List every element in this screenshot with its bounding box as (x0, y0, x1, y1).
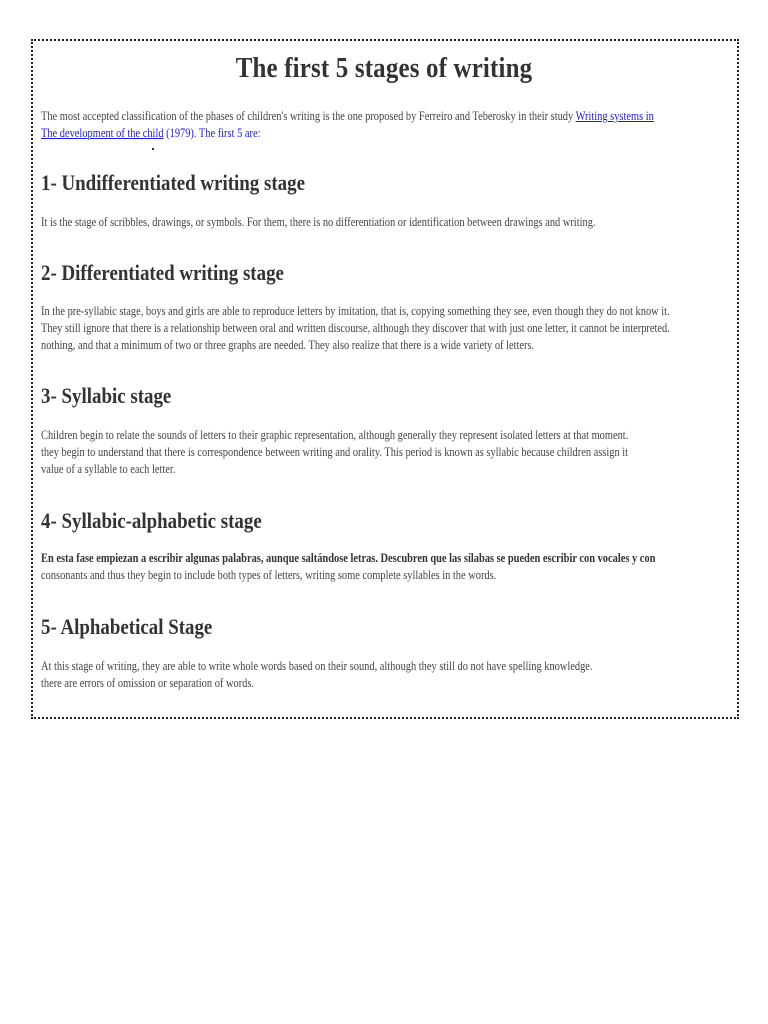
section-body-1 (41, 214, 730, 231)
section-1-line-1: It is the stage of scribbles, drawings, or symbols. For them, there is no differentiation or identification between drawings and writing. (41, 215, 596, 229)
section-heading-1: 1- Undifferentiated writing stage (41, 170, 305, 195)
study-link-part-2[interactable]: The development of the child (41, 126, 164, 140)
section-body-5 (41, 658, 730, 692)
section-heading-2: 2- Differentiated writing stage (41, 260, 284, 285)
intro-paragraph (41, 108, 730, 142)
section-heading-5: 5- Alphabetical Stage (41, 614, 213, 639)
section-3-line-3: value of a syllable to each letter. (41, 462, 176, 476)
intro-line-1 (41, 108, 730, 125)
section-5-line-2: there are errors of omission or separation of words. (41, 676, 255, 690)
stray-dot (152, 148, 154, 150)
section-2-line-3: nothing, and that a minimum of two or three graphs are needed. They also realize that there is a wide variety of letters. (41, 338, 535, 352)
study-link-part-1[interactable]: Writing systems in (575, 109, 654, 123)
intro-text: The most accepted classification of the phases of children's writing is the one proposed by Ferreiro and Teberosky in their study (41, 109, 576, 123)
section-body-2 (41, 303, 730, 354)
intro-line-2 (41, 125, 730, 142)
intro-text-end: (1979). The first 5 are: (163, 126, 261, 140)
section-heading-3: 3- Syllabic stage (41, 383, 172, 408)
section-2-line-1: In the pre-syllabic stage, boys and girls are able to reproduce letters by imitation, that is, copying something they see, even though they do not know it. (41, 304, 670, 318)
section-5-line-1: At this stage of writing, they are able to write whole words based on their sound, although they still do not have spelling knowledge. (41, 659, 593, 673)
section-heading-4: 4- Syllabic-alphabetic stage (41, 508, 262, 533)
section-2-line-2: They still ignore that there is a relationship between oral and written discourse, although they discover that with just one letter, it cannot be interpreted. (41, 321, 670, 335)
page-title: The first 5 stages of writing (235, 52, 533, 84)
section-3-line-2: they begin to understand that there is correspondence between writing and orality. This period is known as syllabic because children assign it (41, 445, 629, 459)
section-4-bold-line: En esta fase empiezan a escribir algunas palabras, aunque saltándose letras. Descubren que las sílabas se pueden escribir con vocales y con (41, 551, 656, 565)
section-body-4 (41, 550, 730, 584)
section-3-line-1: Children begin to relate the sounds of letters to their graphic representation, although generally they represent isolated letters at that moment. (41, 428, 629, 442)
section-4-line-1: consonants and thus they begin to include both types of letters, writing some complete syllables in the words. (41, 568, 497, 582)
section-body-3 (41, 427, 730, 478)
